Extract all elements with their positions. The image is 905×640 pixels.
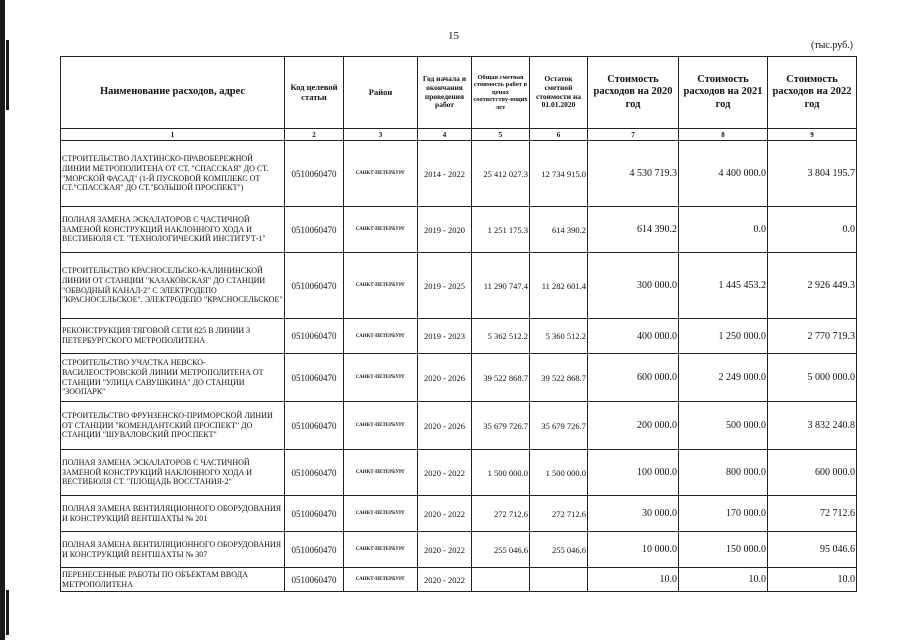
row-cost-2021: 10.0 bbox=[679, 568, 768, 592]
row-remainder: 39 522 868.7 bbox=[530, 354, 588, 402]
row-code: 0510060470 bbox=[285, 496, 344, 532]
header-code: Код целевой статьи bbox=[285, 57, 344, 129]
column-number: 1 bbox=[61, 129, 285, 141]
table-row bbox=[61, 450, 857, 496]
table-row bbox=[61, 568, 857, 592]
row-code: 0510060470 bbox=[285, 141, 344, 207]
row-total: 1 251 175.3 bbox=[472, 207, 530, 253]
row-cost-2021: 170 000.0 bbox=[679, 496, 768, 532]
row-cost-2021: 2 249 000.0 bbox=[679, 354, 768, 402]
row-name: СТРОИТЕЛЬСТВО КРАСНОСЕЛЬСКО-КАЛИНИНСКОЙ ЛИНИИ ОТ СТАНЦИИ "КАЗАКОВСКАЯ" ДО СТАНЦИИ "ОБВОДНЫЙ КАНАЛ-2" С ЭЛЕКТРОДЕПО "КРАСНОСЕЛЬСКОЕ". ЭЛЕКТРОДЕПО "КРАСНОСЕЛЬСКОЕ" bbox=[61, 253, 285, 319]
row-total: 25 412 027.3 bbox=[472, 141, 530, 207]
table-row bbox=[61, 402, 857, 450]
row-total: 272 712.6 bbox=[472, 496, 530, 532]
row-cost-2022: 600 000.0 bbox=[768, 450, 857, 496]
row-district: САНКТ-ПЕТЕРБУРГ bbox=[344, 532, 418, 568]
row-years: 2020 - 2022 bbox=[418, 496, 472, 532]
row-remainder: 11 282 601.4 bbox=[530, 253, 588, 319]
row-name: РЕКОНСТРУКЦИЯ ТЯГОВОЙ СЕТИ 825 В ЛИНИИ 3 ПЕТЕРБУРГСКОГО МЕТРОПОЛИТЕНА bbox=[61, 319, 285, 354]
row-cost-2020: 400 000.0 bbox=[588, 319, 679, 354]
header-cost-2020: Стоимость расходов на 2020 год bbox=[588, 57, 679, 129]
column-number: 9 bbox=[768, 129, 857, 141]
row-name: СТРОИТЕЛЬСТВО ЛАХТИНСКО-ПРАВОБЕРЕЖНОЙ ЛИНИИ МЕТРОПОЛИТЕНА ОТ СТ. "СПАССКАЯ" ДО СТ. "МОРСКОЙ ФАСАД" (1-Й ПУСКОВОЙ КОМПЛЕКС ОТ СТ."СПАССКАЯ" ДО СТ."БОЛЬШОЙ ПРОСПЕКТ") bbox=[61, 141, 285, 207]
table-row bbox=[61, 532, 857, 568]
row-cost-2022: 3 804 195.7 bbox=[768, 141, 857, 207]
row-code: 0510060470 bbox=[285, 568, 344, 592]
header-district: Район bbox=[344, 57, 418, 129]
row-code: 0510060470 bbox=[285, 532, 344, 568]
column-number: 7 bbox=[588, 129, 679, 141]
header-name: Наименование расходов, адрес bbox=[61, 57, 285, 129]
row-code: 0510060470 bbox=[285, 253, 344, 319]
row-cost-2020: 10.0 bbox=[588, 568, 679, 592]
row-remainder: 272 712.6 bbox=[530, 496, 588, 532]
row-remainder bbox=[530, 568, 588, 592]
row-name: ПОЛНАЯ ЗАМЕНА ЭСКАЛАТОРОВ С ЧАСТИЧНОЙ ЗАМЕНОЙ КОНСТРУКЦИЙ НАКЛОННОГО ХОДА И ВЕСТИБЮЛЯ СТ. "ТЕХНОЛОГИЧЕСКИЙ ИНСТИТУТ-1" bbox=[61, 207, 285, 253]
column-number: 3 bbox=[344, 129, 418, 141]
row-years: 2020 - 2022 bbox=[418, 568, 472, 592]
row-cost-2020: 614 390.2 bbox=[588, 207, 679, 253]
table-row bbox=[61, 319, 857, 354]
row-total: 11 290 747.4 bbox=[472, 253, 530, 319]
row-cost-2020: 200 000.0 bbox=[588, 402, 679, 450]
row-district: САНКТ-ПЕТЕРБУРГ bbox=[344, 141, 418, 207]
row-cost-2021: 800 000.0 bbox=[679, 450, 768, 496]
row-code: 0510060470 bbox=[285, 450, 344, 496]
row-cost-2022: 10.0 bbox=[768, 568, 857, 592]
row-district: САНКТ-ПЕТЕРБУРГ bbox=[344, 253, 418, 319]
header-years: Год начала и окончания проведения работ bbox=[418, 57, 472, 129]
row-remainder: 35 679 726.7 bbox=[530, 402, 588, 450]
row-cost-2020: 10 000.0 bbox=[588, 532, 679, 568]
expenses-table bbox=[60, 56, 857, 592]
row-cost-2022: 95 046.6 bbox=[768, 532, 857, 568]
scan-edge-mark bbox=[6, 590, 9, 635]
header-cost-2022: Стоимость расходов на 2022 год bbox=[768, 57, 857, 129]
row-cost-2021: 1 250 000.0 bbox=[679, 319, 768, 354]
page-number: 15 bbox=[448, 30, 459, 42]
row-years: 2019 - 2020 bbox=[418, 207, 472, 253]
row-cost-2020: 600 000.0 bbox=[588, 354, 679, 402]
header-total: Общая сметная стоимость работ в ценах соответству-ющих лет bbox=[472, 57, 530, 129]
header-remainder: Остаток сметной стоимости на 01.01.2020 bbox=[530, 57, 588, 129]
row-total: 5 362 512.2 bbox=[472, 319, 530, 354]
row-total: 39 522 868.7 bbox=[472, 354, 530, 402]
table-row bbox=[61, 354, 857, 402]
row-district: САНКТ-ПЕТЕРБУРГ bbox=[344, 496, 418, 532]
row-name: ПОЛНАЯ ЗАМЕНА ЭСКАЛАТОРОВ С ЧАСТИЧНОЙ ЗАМЕНОЙ КОНСТРУКЦИЙ НАКЛОННОГО ХОДА И ВЕСТИБЮЛЯ СТ. "ПЛОЩАДЬ ВОССТАНИЯ-2" bbox=[61, 450, 285, 496]
row-cost-2021: 1 445 453.2 bbox=[679, 253, 768, 319]
row-cost-2021: 0.0 bbox=[679, 207, 768, 253]
row-cost-2021: 4 400 000.0 bbox=[679, 141, 768, 207]
row-cost-2020: 100 000.0 bbox=[588, 450, 679, 496]
row-code: 0510060470 bbox=[285, 319, 344, 354]
row-district: САНКТ-ПЕТЕРБУРГ bbox=[344, 568, 418, 592]
row-total: 1 500 000.0 bbox=[472, 450, 530, 496]
row-years: 2019 - 2025 bbox=[418, 253, 472, 319]
row-total: 255 046.6 bbox=[472, 532, 530, 568]
row-cost-2022: 0.0 bbox=[768, 207, 857, 253]
row-district: САНКТ-ПЕТЕРБУРГ bbox=[344, 354, 418, 402]
scan-edge-mark bbox=[6, 40, 9, 110]
row-remainder: 1 500 000.0 bbox=[530, 450, 588, 496]
row-years: 2020 - 2022 bbox=[418, 532, 472, 568]
row-name: СТРОИТЕЛЬСТВО УЧАСТКА НЕВСКО-ВАСИЛЕОСТРОВСКОЙ ЛИНИИ МЕТРОПОЛИТЕНА ОТ СТАНЦИИ "УЛИЦА САВУШКИНА" ДО СТАНЦИИ "ЗООПАРК" bbox=[61, 354, 285, 402]
table-row bbox=[61, 207, 857, 253]
table-row bbox=[61, 253, 857, 319]
column-number-row bbox=[61, 129, 857, 141]
row-total: 35 679 726.7 bbox=[472, 402, 530, 450]
row-cost-2022: 2 770 719.3 bbox=[768, 319, 857, 354]
row-cost-2022: 2 926 449.3 bbox=[768, 253, 857, 319]
table-row bbox=[61, 141, 857, 207]
row-cost-2022: 3 832 240.8 bbox=[768, 402, 857, 450]
row-name: ПОЛНАЯ ЗАМЕНА ВЕНТИЛЯЦИОННОГО ОБОРУДОВАНИЯ И КОНСТРУКЦИЙ ВЕНТШАХТЫ № 201 bbox=[61, 496, 285, 532]
header-cost-2021: Стоимость расходов на 2021 год bbox=[679, 57, 768, 129]
row-cost-2022: 5 000 000.0 bbox=[768, 354, 857, 402]
row-total bbox=[472, 568, 530, 592]
row-remainder: 12 734 915.0 bbox=[530, 141, 588, 207]
row-cost-2020: 30 000.0 bbox=[588, 496, 679, 532]
row-cost-2021: 500 000.0 bbox=[679, 402, 768, 450]
row-years: 2020 - 2026 bbox=[418, 354, 472, 402]
row-name: СТРОИТЕЛЬСТВО ФРУНЗЕНСКО-ПРИМОРСКОЙ ЛИНИИ ОТ СТАНЦИИ "КОМЕНДАНТСКИЙ ПРОСПЕКТ" ДО СТАНЦИИ "ШУВАЛОВСКИЙ ПРОСПЕКТ" bbox=[61, 402, 285, 450]
row-cost-2020: 4 530 719.3 bbox=[588, 141, 679, 207]
row-code: 0510060470 bbox=[285, 354, 344, 402]
row-district: САНКТ-ПЕТЕРБУРГ bbox=[344, 450, 418, 496]
row-remainder: 614 390.2 bbox=[530, 207, 588, 253]
row-district: САНКТ-ПЕТЕРБУРГ bbox=[344, 402, 418, 450]
column-number: 2 bbox=[285, 129, 344, 141]
row-code: 0510060470 bbox=[285, 207, 344, 253]
row-name: ПЕРЕНЕСЕННЫЕ РАБОТЫ ПО ОБЪЕКТАМ ВВОДА МЕТРОПОЛИТЕНА bbox=[61, 568, 285, 592]
table-header-row bbox=[61, 57, 857, 129]
row-cost-2021: 150 000.0 bbox=[679, 532, 768, 568]
scan-edge-left bbox=[0, 0, 5, 640]
row-years: 2020 - 2022 bbox=[418, 450, 472, 496]
column-number: 6 bbox=[530, 129, 588, 141]
row-years: 2020 - 2026 bbox=[418, 402, 472, 450]
column-number: 5 bbox=[472, 129, 530, 141]
units-label: (тыс.руб.) bbox=[810, 40, 853, 51]
row-years: 2014 - 2022 bbox=[418, 141, 472, 207]
row-district: САНКТ-ПЕТЕРБУРГ bbox=[344, 207, 418, 253]
row-cost-2020: 300 000.0 bbox=[588, 253, 679, 319]
row-cost-2022: 72 712.6 bbox=[768, 496, 857, 532]
row-name: ПОЛНАЯ ЗАМЕНА ВЕНТИЛЯЦИОННОГО ОБОРУДОВАНИЯ И КОНСТРУКЦИЙ ВЕНТШАХТЫ № 307 bbox=[61, 532, 285, 568]
table-row bbox=[61, 496, 857, 532]
row-remainder: 5 360 512.2 bbox=[530, 319, 588, 354]
column-number: 8 bbox=[679, 129, 768, 141]
row-district: САНКТ-ПЕТЕРБУРГ bbox=[344, 319, 418, 354]
row-years: 2019 - 2023 bbox=[418, 319, 472, 354]
row-code: 0510060470 bbox=[285, 402, 344, 450]
row-remainder: 255 046.6 bbox=[530, 532, 588, 568]
column-number: 4 bbox=[418, 129, 472, 141]
